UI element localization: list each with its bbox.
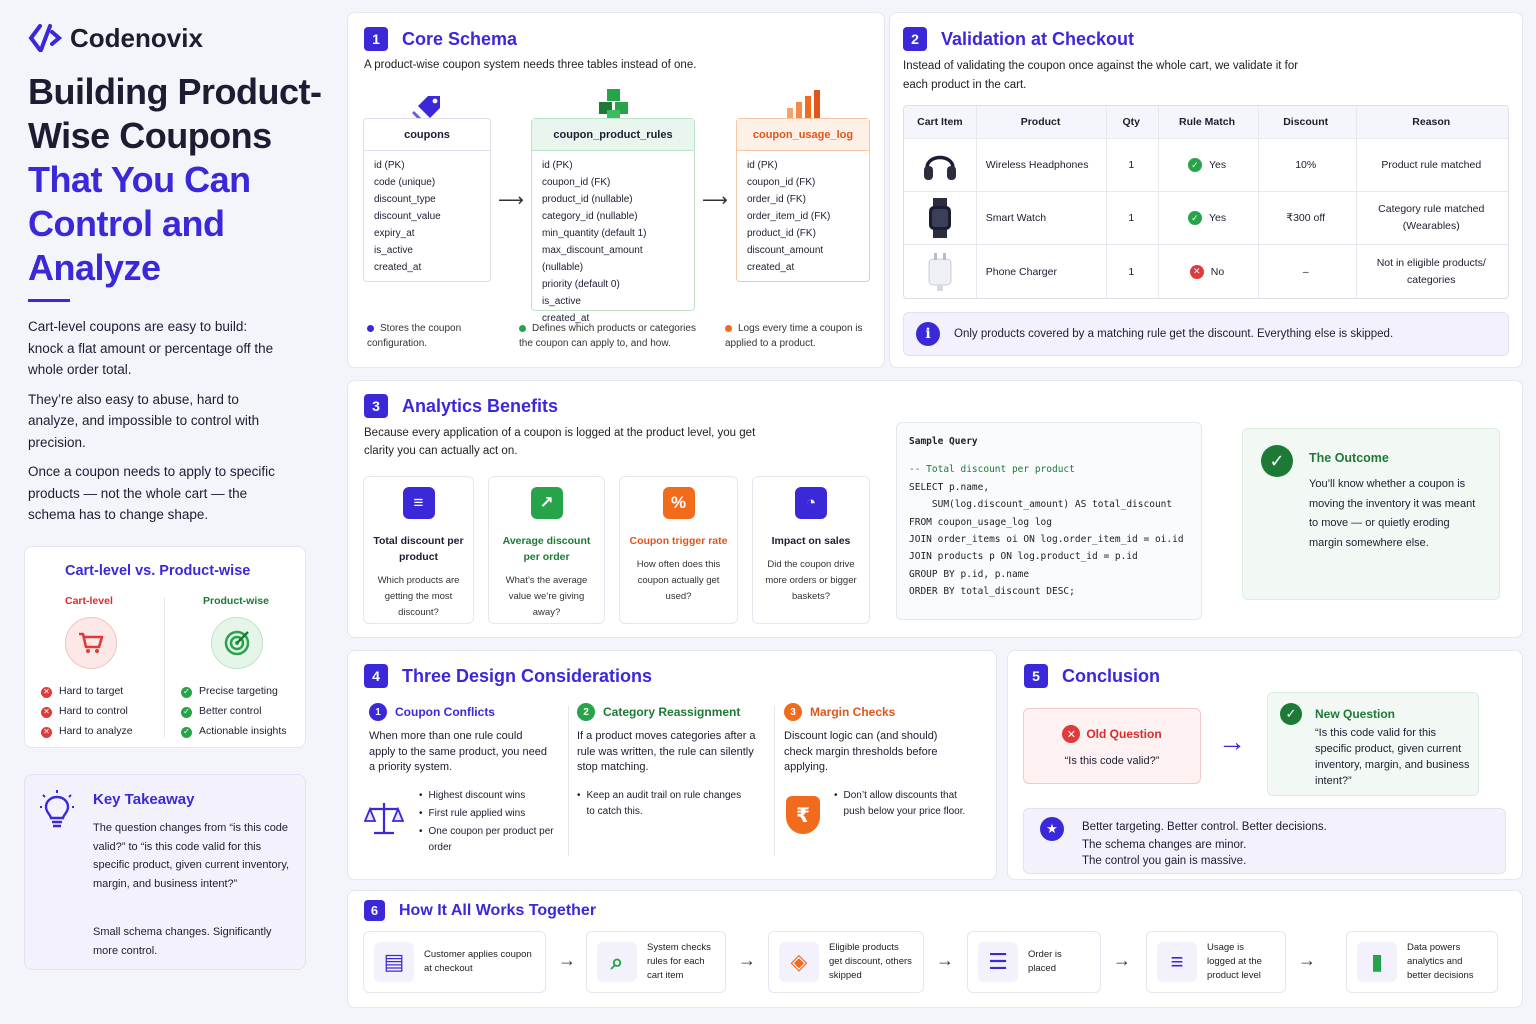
table-field: coupon_id (FK) [747,177,816,188]
list-item: • Highest discount wins [419,789,526,801]
column-divider [1356,106,1357,298]
arrow-right-icon: → [738,950,756,970]
conclusion-line-3: The control you gain is massive. [1082,855,1247,867]
takeaway-title: Key Takeaway [93,791,195,808]
query-line: ORDER BY total_discount DESC; [909,586,1075,598]
table-coupon-product-rules [531,118,695,324]
old-question-text: “Is this code valid?” [1064,755,1160,767]
arrow-right-icon: → [558,950,576,970]
ticket-icon: ▤ [374,942,414,982]
table-note-rules: Defines which products or categories the coupon can apply to, and how. [519,323,696,349]
table-field: order_item_id (FK) [747,211,831,222]
database-icon: ≡ [403,487,435,519]
consideration-bullets [577,788,752,820]
query-line: JOIN products p ON log.product_id = p.id [909,551,1138,563]
info-text: Only products covered by a matching rule get the discount. Everything else is skipped. [954,328,1394,340]
conclusion-banner [1023,808,1506,874]
compare-left-list [41,681,133,741]
bullet-dot [367,325,374,332]
column-divider [568,706,569,856]
table-note-usage: Logs every time a coupon is applied to a product. [725,323,863,349]
flow-step-text: Usage is logged at the product level [1207,942,1262,981]
table-field: max_discount_amount (nullable) [542,245,643,273]
table-field: is_active [374,245,413,256]
step-number-icon: 3 [784,703,802,721]
coupon-tag-icon [410,92,444,120]
takeaway-footer: Small schema changes. Significantly more control. [93,926,272,957]
column-divider [1106,106,1107,298]
flow-step-text: Order is placed [1028,949,1062,974]
table-coupons [363,118,491,282]
headphones-icon [904,146,976,184]
table-field: id (PK) [542,160,573,171]
bar-chart-icon [786,90,820,120]
column-divider [976,106,977,298]
benefit-desc: What’s the average value we’re giving away? [505,575,588,618]
table-fields [737,151,869,282]
product-cell: Smart Watch [985,212,1047,224]
section-number: 3 [364,394,388,418]
tag-icon: ◈ [779,942,819,982]
table-field: is_active [542,296,581,307]
intro-para-3: Once a coupon needs to apply to specific products — not the whole cart — the schema has to change shape. [28,464,275,522]
brand-logo-icon [28,22,62,54]
section-number: 6 [364,900,385,921]
check-icon: ✓ [181,707,192,718]
compare-divider [164,597,165,737]
section-subtitle: A product-wise coupon system needs three tables instead of one. [364,59,697,71]
x-icon: ✕ [1190,265,1204,279]
column-header: Reason [1412,116,1451,128]
table-row [904,245,1508,298]
reason-cell: Product rule matched [1381,158,1482,171]
arrow-right-icon: ⟶ [702,190,728,210]
product-cell: Phone Charger [985,265,1057,278]
conclusion-line-2: The schema changes are minor. [1082,839,1247,851]
flow-step-text: Data powers analytics and better decisions [1407,942,1474,981]
consideration-title: Coupon Conflicts [395,705,495,719]
section-5-header [1024,664,1160,688]
list-item: • One coupon per product per order [419,825,554,853]
section-title: How It All Works Together [399,901,597,919]
consideration [577,703,767,822]
brand [28,22,203,54]
benefit-title: Average discount per order [502,535,591,563]
info-icon: i [916,322,940,346]
table-field: discount_amount [747,245,824,256]
charger-icon [904,253,976,291]
query-line: SELECT p.name, [909,481,990,493]
consideration-body: If a product moves categories after a rule was written, the rule can silently stop matching. [577,730,756,773]
list-item: ✕ Hard to analyze [41,721,133,741]
arrow-right-icon: → [1218,726,1246,757]
list-item: • Don’t allow discounts that push below your price floor. [834,789,966,817]
column-header: Product [1020,116,1061,128]
benefit-desc: Did the coupon drive more orders or bigger baskets? [765,559,857,602]
title-underline [28,299,70,302]
flow-step-text: System checks rules for each cart item [647,942,711,981]
query-title: Sample Query [909,436,978,447]
step-number-icon: 2 [577,703,595,721]
takeaway-body: The question changes from “is this code valid?” to “is this code valid for this specific product, given current inventory, margin, and business intent?” [93,822,290,890]
bar-chart-icon: ▮ [1357,942,1397,982]
table-field: expiry_at [374,228,415,239]
table-field: product_id (nullable) [542,194,633,205]
table-fields [364,151,490,282]
consideration-body: When more than one rule could apply to the same product, you need a priority system. [369,730,547,773]
table-header [904,106,1508,139]
benefit-card [619,476,738,624]
column-divider [1158,106,1159,298]
query-line: GROUP BY p.id, p.name [909,568,1030,580]
old-question-card [1023,708,1201,784]
outcome-title: The Outcome [1309,451,1389,465]
validation-table [903,105,1509,299]
flow-step [363,931,546,993]
section-title: Validation at Checkout [941,28,1135,49]
query-line: SUM(log.discount_amount) AS total_discount [909,499,1173,511]
table-field: code (unique) [374,177,436,188]
table-note-coupons: Stores the coupon configuration. [367,323,462,349]
x-circle-icon: ✕ [1062,725,1080,743]
page-title-dark: Building Product-Wise Coupons [28,71,322,156]
compare-left-label: Cart-level [65,595,113,607]
list-item: • First rule applied wins [419,807,526,819]
table-field: created_at [374,262,422,273]
arrow-right-icon: → [1298,950,1316,970]
section-subtitle: Because every application of a coupon is logged at the product level, you get clarity you can actually act on. [364,427,756,457]
new-question-card [1267,692,1479,796]
intro-para-2: They’re also easy to abuse, hard to analyze, and impossible to control with precision. [28,391,260,450]
bullet-dot [725,325,732,332]
section-title: Conclusion [1062,665,1160,686]
table-field: priority (default 0) [542,279,620,290]
check-icon: ✓ [1188,211,1202,225]
product-cell: Wireless Headphones [985,159,1089,171]
page-title [28,70,328,290]
table-name: coupon_usage_log [737,119,869,151]
cubes-icon [596,88,632,122]
conclusion-line-1: Better targeting. Better control. Better decisions. [1082,821,1327,833]
flow-step-text: Customer applies coupon at checkout [424,949,532,974]
benefit-title: Coupon trigger rate [629,535,728,547]
match-cell: ✓ Yes [1157,158,1257,172]
discount-cell: ₹300 off [1286,212,1325,224]
target-icon [211,617,263,669]
benefit-title: Total discount per product [373,535,464,563]
compare-card [24,546,306,748]
column-header: Discount [1283,116,1329,128]
flow-step [586,931,726,993]
check-icon: ✓ [181,727,192,738]
table-fields [532,151,694,333]
section-number: 2 [903,27,927,51]
page-title-blue: That You Can Control and Analyze [28,159,251,288]
check-icon: ✓ [181,687,192,698]
list-item: ✓ Actionable insights [181,721,287,741]
compare-right-list [181,681,287,741]
table-field: discount_value [374,211,441,222]
x-icon: ✕ [41,707,52,718]
takeaway-card [24,774,306,970]
benefit-title: Impact on sales [771,535,851,547]
column-divider [1258,106,1259,298]
section-4-header [364,664,652,688]
pie-chart-icon: ◔ [795,487,827,519]
outcome-card [1242,428,1500,600]
compare-title: Cart-level vs. Product-wise [65,563,251,579]
outcome-body: You’ll know whether a coupon is moving the inventory it was meant to move — or quietly eroding margin somewhere else. [1309,478,1476,549]
qty-cell: 1 [1128,212,1135,224]
section-2-header [903,27,1134,51]
section-number: 4 [364,664,388,688]
list-item: • Keep an audit trail on rule changes to catch this. [577,789,742,817]
section-number: 1 [364,27,388,51]
section-6-header [364,900,596,921]
section-number: 5 [1024,664,1048,688]
list-item: ✓ Precise targeting [181,681,287,701]
arrow-right-icon: ⟶ [498,190,524,210]
section-3-header [364,394,558,418]
table-row [904,139,1508,192]
table-coupon-usage-log [736,118,870,282]
benefit-desc: How often does this coupon actually get used? [636,559,721,602]
column-header: Rule Match [1179,116,1236,128]
brand-name: Codenovix [70,22,203,53]
check-circle-icon: ✓ [1280,703,1302,725]
table-field: category_id (nullable) [542,211,638,222]
flow-step [967,931,1101,993]
consideration-title: Category Reassignment [603,705,741,719]
benefit-desc: Which products are getting the most discount? [377,575,460,618]
new-question-title: New Question [1315,707,1396,721]
qty-cell: 1 [1128,159,1135,171]
old-question-title: Old Question [1086,727,1162,741]
table-field: product_id (FK) [747,228,816,239]
section-title: Three Design Considerations [402,665,653,686]
benefit-card [363,476,474,624]
intro-para-1: Cart-level coupons are easy to build: knock a flat amount or percentage off the whole order total. [28,319,274,377]
flow-step-text: Eligible products get discount, others skipped [829,942,912,981]
match-cell: ✓ Yes [1157,211,1257,225]
table-field: created_at [542,313,590,324]
intro-text [28,316,283,526]
arrow-right-icon: → [1113,950,1131,970]
arrow-right-icon: → [936,950,954,970]
cart-icon [65,617,117,669]
x-icon: ✕ [41,687,52,698]
info-banner [903,312,1509,356]
rupee-shield-icon: ₹ [786,796,820,834]
query-line: -- Total discount per product [909,464,1075,476]
scales-icon [364,800,404,836]
search-icon: ⌕ [597,942,637,982]
section-1-header [364,27,517,51]
column-divider [774,706,775,856]
flow-step [768,931,924,993]
bullet-dot [519,325,526,332]
query-line: JOIN order_items oi ON log.order_item_id = oi.id [909,534,1184,546]
column-header: Qty [1122,116,1140,128]
lightbulb-icon [39,789,75,831]
list-item: ✕ Hard to target [41,681,133,701]
table-field: created_at [747,262,795,273]
table-name: coupon_product_rules [532,119,694,151]
table-field: discount_type [374,194,436,205]
check-icon: ✓ [1188,158,1202,172]
column-header: Cart Item [917,116,963,128]
table-name: coupons [364,119,490,151]
database-icon: ≡ [1157,942,1197,982]
section-title: Core Schema [402,28,518,49]
qty-cell: 1 [1128,265,1135,278]
table-field: id (PK) [747,160,778,171]
step-number-icon: 1 [369,703,387,721]
reason-cell: Not in eligible products/ categories [1376,256,1486,286]
query-line: FROM coupon_usage_log log [909,516,1052,528]
table-row [904,192,1508,245]
match-cell: ✕ No [1157,265,1257,279]
table-field: min_quantity (default 1) [542,228,647,239]
reason-cell: Category rule matched (Wearables) [1378,203,1485,232]
consideration-body: Discount logic can (and should) check margin thresholds before applying. [784,730,938,773]
benefit-card [488,476,605,624]
compare-right-label: Product-wise [203,595,269,607]
sample-query [896,422,1202,620]
flow-step [1346,931,1498,993]
clipboard-icon: ☰ [978,942,1018,982]
x-icon: ✕ [41,727,52,738]
flow-step [1146,931,1286,993]
section-subtitle: Instead of validating the coupon once against the whole cart, we validate it for each product in the cart. [903,60,1299,91]
list-item: ✕ Hard to control [41,701,133,721]
list-item: ✓ Better control [181,701,287,721]
discount-cell: – [1302,265,1309,278]
section-title: Analytics Benefits [402,395,559,416]
percent-icon: % [663,487,695,519]
table-field: order_id (FK) [747,194,806,205]
table-field: coupon_id (FK) [542,177,611,188]
star-icon: ★ [1040,817,1064,841]
check-circle-icon: ✓ [1261,445,1293,477]
consideration-title: Margin Checks [810,705,896,719]
new-question-text: “Is this code valid for this specific product, given current inventory, margin, and business intent?” [1315,727,1470,787]
table-field: id (PK) [374,160,405,171]
discount-cell: 10% [1295,159,1317,171]
watch-icon [904,198,976,238]
benefit-card [752,476,870,624]
trend-chart-icon: ↗ [531,487,563,519]
